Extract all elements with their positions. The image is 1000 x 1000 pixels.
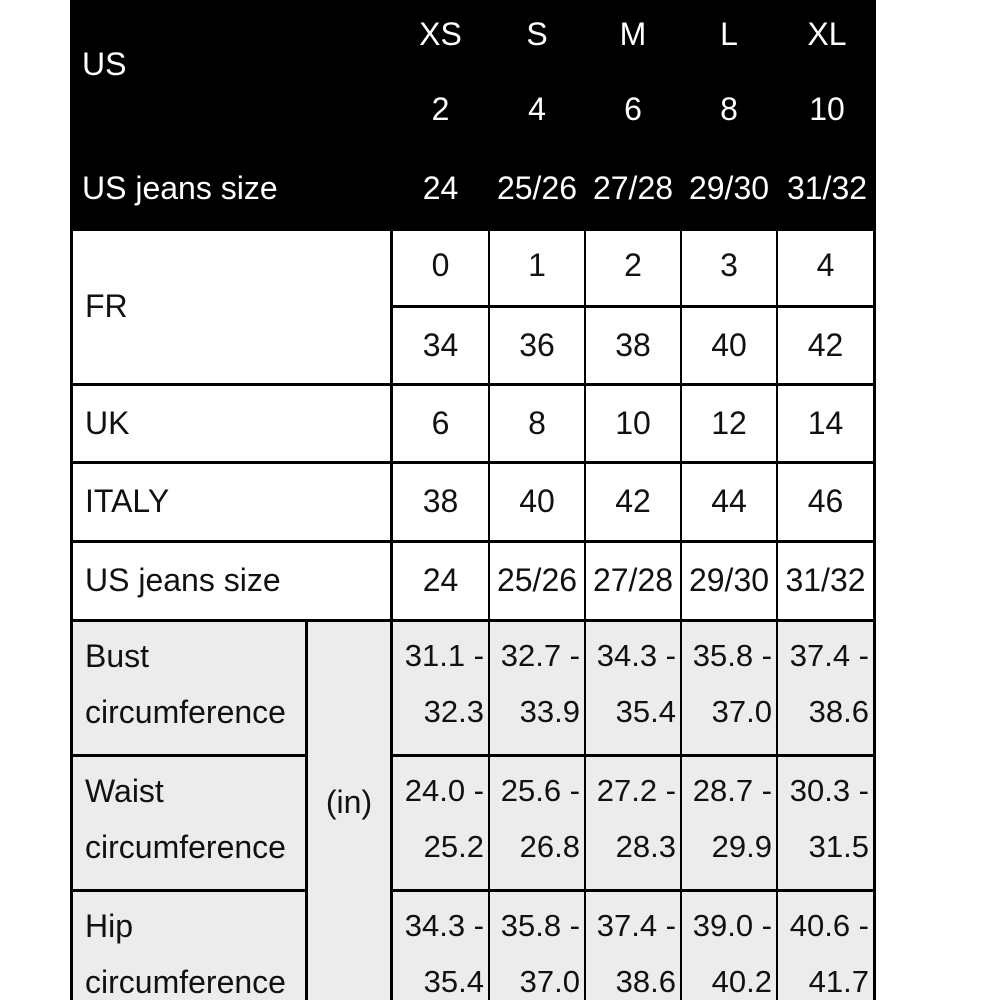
us-jeans-xs: 24 [393,543,488,619]
fr-row2-s: 36 [490,308,584,383]
waist-s: 25.6 - 26.8 [490,757,584,889]
waist-label: Waist circumference [73,757,305,889]
italy-l: 44 [682,464,776,540]
uk-m: 10 [586,386,680,461]
fr-row1-xs: 0 [393,231,488,305]
fr-row2-l: 40 [682,308,776,383]
us-label: US [70,0,390,147]
fr-row1-l: 3 [682,231,776,305]
us-jeans-header-l: 29/30 [682,150,776,228]
bust-s: 32.7 - 33.9 [490,622,584,754]
us-jeans-label: US jeans size [73,543,390,619]
us-value-l: 8 [682,72,776,147]
italy-s: 40 [490,464,584,540]
us-jeans-header-xl: 31/32 [778,150,876,228]
us-jeans-header-s: 25/26 [490,150,584,228]
uk-xs: 6 [393,386,488,461]
us-jeans-header-m: 27/28 [586,150,680,228]
bust-xl: 37.4 - 38.6 [778,622,873,754]
waist-m: 27.2 - 28.3 [586,757,680,889]
us-value-m: 6 [586,72,680,147]
us-value-xl: 10 [778,72,876,147]
bust-xs: 31.1 - 32.3 [393,622,488,754]
us-jeans-l: 29/30 [682,543,776,619]
fr-row1-m: 2 [586,231,680,305]
hip-xl: 40.6 - 41.7 [778,892,873,1000]
fr-row1-s: 1 [490,231,584,305]
italy-xs: 38 [393,464,488,540]
waist-l: 28.7 - 29.9 [682,757,776,889]
us-value-xs: 2 [393,72,488,147]
bust-m: 34.3 - 35.4 [586,622,680,754]
size-l-header: L [682,0,776,69]
us-jeans-header-label: US jeans size [70,150,390,228]
fr-label: FR [73,231,390,383]
us-jeans-s: 25/26 [490,543,584,619]
hip-label: Hip circumference [73,892,305,1000]
italy-label: ITALY [73,464,390,540]
waist-xs: 24.0 - 25.2 [393,757,488,889]
size-m-header: M [586,0,680,69]
bust-l: 35.8 - 37.0 [682,622,776,754]
fr-row2-m: 38 [586,308,680,383]
us-value-s: 4 [490,72,584,147]
fr-row2-xs: 34 [393,308,488,383]
bust-label: Bust circumference [73,622,305,754]
hip-s: 35.8 - 37.0 [490,892,584,1000]
size-xl-header: XL [778,0,876,69]
us-jeans-m: 27/28 [586,543,680,619]
hip-m: 37.4 - 38.6 [586,892,680,1000]
italy-xl: 46 [778,464,873,540]
uk-xl: 14 [778,386,873,461]
unit-label: (in) [308,622,390,1000]
hip-xs: 34.3 - 35.4 [393,892,488,1000]
uk-l: 12 [682,386,776,461]
size-s-header: S [490,0,584,69]
hip-l: 39.0 - 40.2 [682,892,776,1000]
size-xs-header: XS [393,0,488,69]
us-jeans-header-xs: 24 [393,150,488,228]
size-chart-table [70,0,876,1000]
waist-xl: 30.3 - 31.5 [778,757,873,889]
fr-row2-xl: 42 [778,308,873,383]
fr-row1-xl: 4 [778,231,873,305]
us-jeans-xl: 31/32 [778,543,873,619]
italy-m: 42 [586,464,680,540]
uk-label: UK [73,386,390,461]
uk-s: 8 [490,386,584,461]
